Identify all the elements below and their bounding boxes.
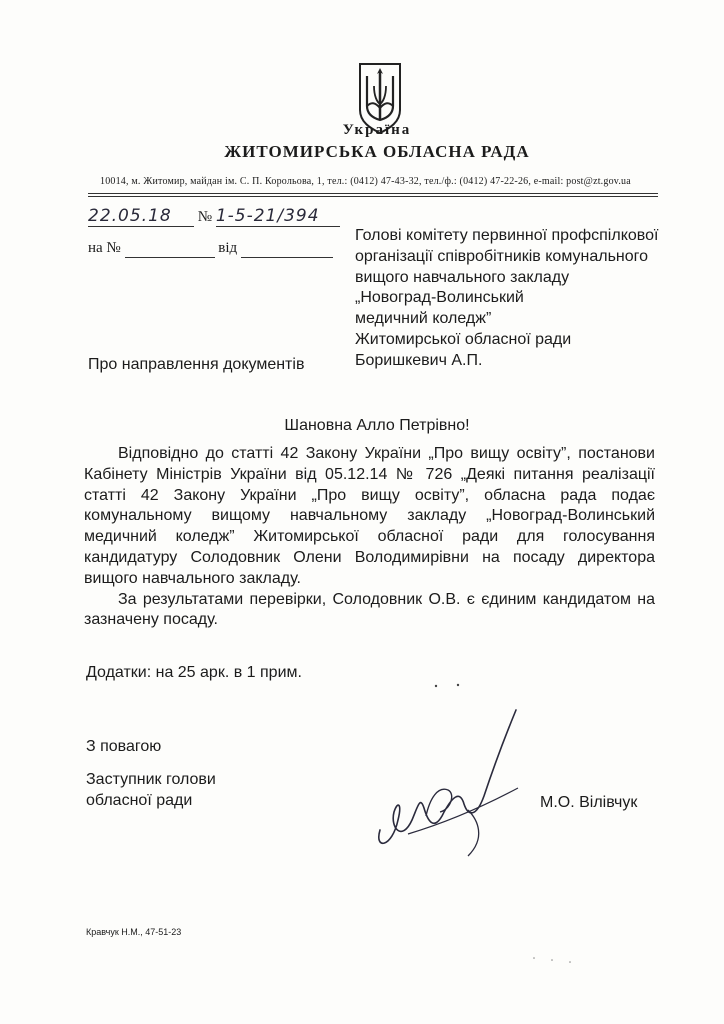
contact-address: 10014, м. Житомир, майдан ім. С. П. Корольова, 1, тел.: (0412) 47-43-32, тел./ф.: (0412) 47-22-26, e-mail: post@zt.gov.ua [100,176,631,187]
recipient-line: Житомирської обласної ради [355,330,572,348]
signer-name: М.О. Вілівчук [540,794,638,811]
reply-to-label: на № [88,240,121,256]
recipient-block [355,226,695,372]
signer-position-line: обласної ради [86,791,193,809]
letter-subject: Про направлення документів [88,356,305,373]
registration-number-sign: № [197,209,213,225]
salutation: Шановна Алло Петрівно! [284,417,470,434]
signer-position-line: Заступник голови [86,771,216,788]
registration-incoming [88,240,333,258]
from-label: від [218,240,238,256]
recipient-line: „Новоград-Волинський [355,289,524,307]
closing-regards: З повагою [86,738,162,755]
registration-outgoing [88,206,340,227]
body-paragraph: Відповідно до статті 42 Закону України „Про вищу освіту”, постанови Кабінету Міністрів України від 05.12.14 № 726 „Деякі питання реалізації статті 42 Закону України „Про вищу освіту”, обласна рада подає комунальному вищому навчальному закладу „Новоград-Волинський медичний коледж” Житомирської обласної ради для голосування кандидатуру Солодовник Олени Володимирівни на посаду директора вищого навчального закладу. [84,445,655,587]
country-heading: Україна [342,122,412,138]
recipient-line: вищого навчального закладу [355,268,570,286]
reply-to-date-field [241,240,333,258]
signer-position [86,770,216,812]
registration-date: 22.05.18 [88,206,172,226]
council-heading: ЖИТОМИРСЬКА ОБЛАСНА РАДА [224,142,530,161]
recipient-line: медичний коледж” [355,310,492,328]
attachments-note: Додатки: на 25 арк. в 1 прим. [86,664,302,681]
registration-number-field [216,206,340,227]
registration-number: 1-5-21/394 [215,206,320,226]
body-paragraph: За результатами перевірки, Солодовник О.В. є єдиним кандидатом на зазначену посаду. [84,590,655,629]
header-divider-thin [88,196,658,197]
reply-to-number-field [125,240,215,258]
header-divider [88,193,658,194]
recipient-line: Голові комітету первинної профспілкової [355,227,659,244]
registration-date-field [88,206,194,227]
executor-contact: Кравчук Н.М., 47-51-23 [86,927,182,937]
scan-specks [430,680,580,970]
recipient-line: організації співробітників комунального [355,247,649,265]
letter-body [84,444,655,631]
recipient-line: Боришкевич А.П. [355,351,483,369]
